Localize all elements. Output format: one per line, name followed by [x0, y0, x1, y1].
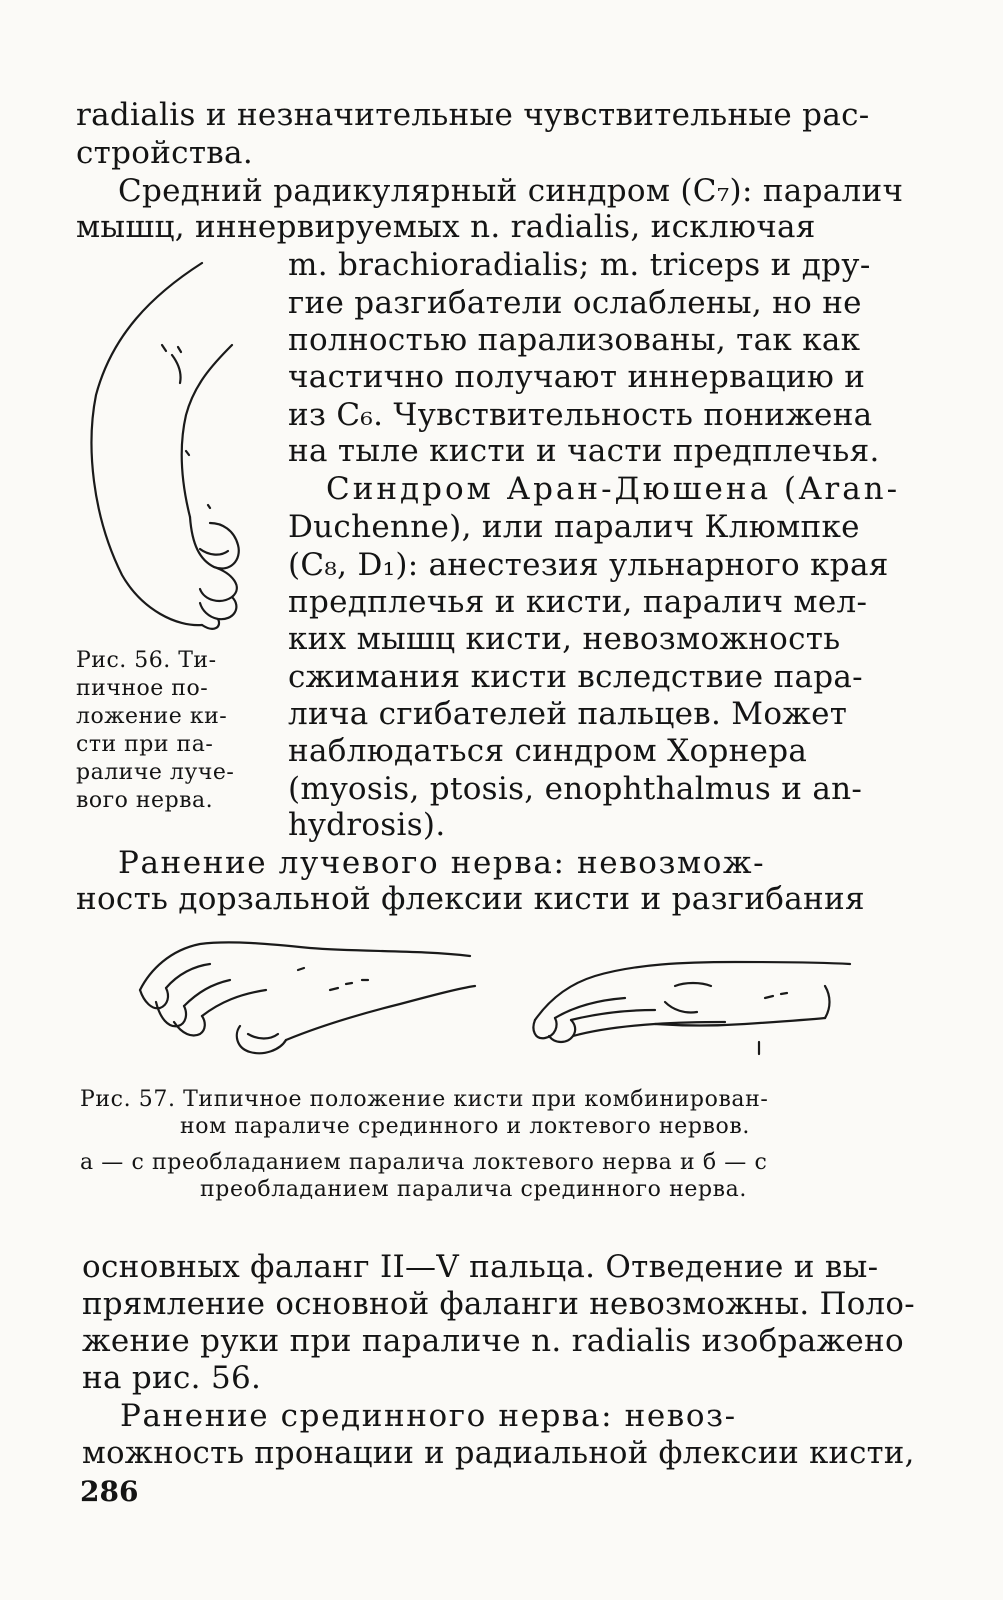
text-line: из C₆. Чувствительность понижена: [288, 397, 873, 433]
text-line: можность пронации и радиальной флексии кисти,: [82, 1435, 915, 1471]
text-line: основных фаланг II—V пальца. Отведение и вы-: [82, 1249, 879, 1285]
text-line: (myosis, ptosis, enophthalmus и an-: [288, 771, 863, 807]
text-line: прямление основной фаланги невозможны. Поло-: [82, 1286, 915, 1322]
figure-56-caption-line: вого нерва.: [76, 788, 214, 813]
text-line: стройства.: [76, 135, 253, 171]
text-line: radialis и незначительные чувствительные рас-: [76, 97, 870, 133]
figure-57-legend-line: преобладанием паралича срединного нерва.: [200, 1177, 747, 1202]
text-line: частично получают иннервацию и: [288, 359, 866, 395]
figure-57-caption-line: Рис. 57. Типичное положение кисти при комбинирован-: [80, 1087, 769, 1112]
text-line: лича сгибателей пальцев. Может: [288, 696, 848, 732]
text-line: на рис. 56.: [82, 1360, 262, 1396]
text-line: m. brachioradialis; m. triceps и дру-: [288, 247, 871, 283]
text-line: мышц, иннервируемых n. radialis, исключая: [76, 209, 816, 245]
text-line: ких мышц кисти, невозможность: [288, 621, 841, 657]
text-line: на тыле кисти и части предплечья.: [288, 433, 880, 469]
figure-56-caption-line: Рис. 56. Ти-: [76, 648, 217, 673]
figure-57-caption-line: ном параличе срединного и локтевого нервов.: [180, 1114, 750, 1139]
figure-56-caption-line: раличе луче-: [76, 760, 235, 785]
text-line: (C₈, D₁): анестезия ульнарного края: [288, 547, 889, 583]
text-line: hydrosis).: [288, 807, 446, 843]
figure-56-hand-illustration: [82, 255, 262, 645]
text-line: Duchenne), или паралич Клюмпке: [288, 509, 860, 545]
figure-56-caption-line: сти при па-: [76, 732, 214, 757]
text-line: сжимания кисти вследствие пара-: [288, 659, 863, 695]
text-line: гие разгибатели ослаблены, но не: [288, 285, 862, 321]
figure-57-hand-illustration-b: [525, 940, 855, 1070]
text-line: предплечья и кисти, паралич мел-: [288, 584, 868, 620]
page-number: 286: [80, 1475, 139, 1508]
figure-56-caption-line: ложение ки-: [76, 704, 228, 729]
text-line: наблюдаться синдром Хорнера: [288, 733, 808, 769]
text-line: полностью парализованы, так как: [288, 322, 861, 358]
text-line: Ранение срединного нерва: невоз-: [120, 1398, 737, 1434]
text-line: Синдром Аран-Дюшена (Aran-: [326, 471, 901, 507]
text-line: жение руки при параличе n. radialis изображено: [82, 1323, 904, 1359]
figure-57-hand-illustration-a: [130, 930, 480, 1060]
figure-56-caption-line: пичное по-: [76, 676, 209, 701]
text-line: Средний радикулярный синдром (C₇): паралич: [118, 173, 904, 209]
text-line: ность дорзальной флексии кисти и разгибания: [76, 881, 865, 917]
figure-57-legend-line: а — с преобладанием паралича локтевого нерва и б — с: [80, 1150, 768, 1175]
text-line: Ранение лучевого нерва: невозмож-: [118, 845, 766, 881]
